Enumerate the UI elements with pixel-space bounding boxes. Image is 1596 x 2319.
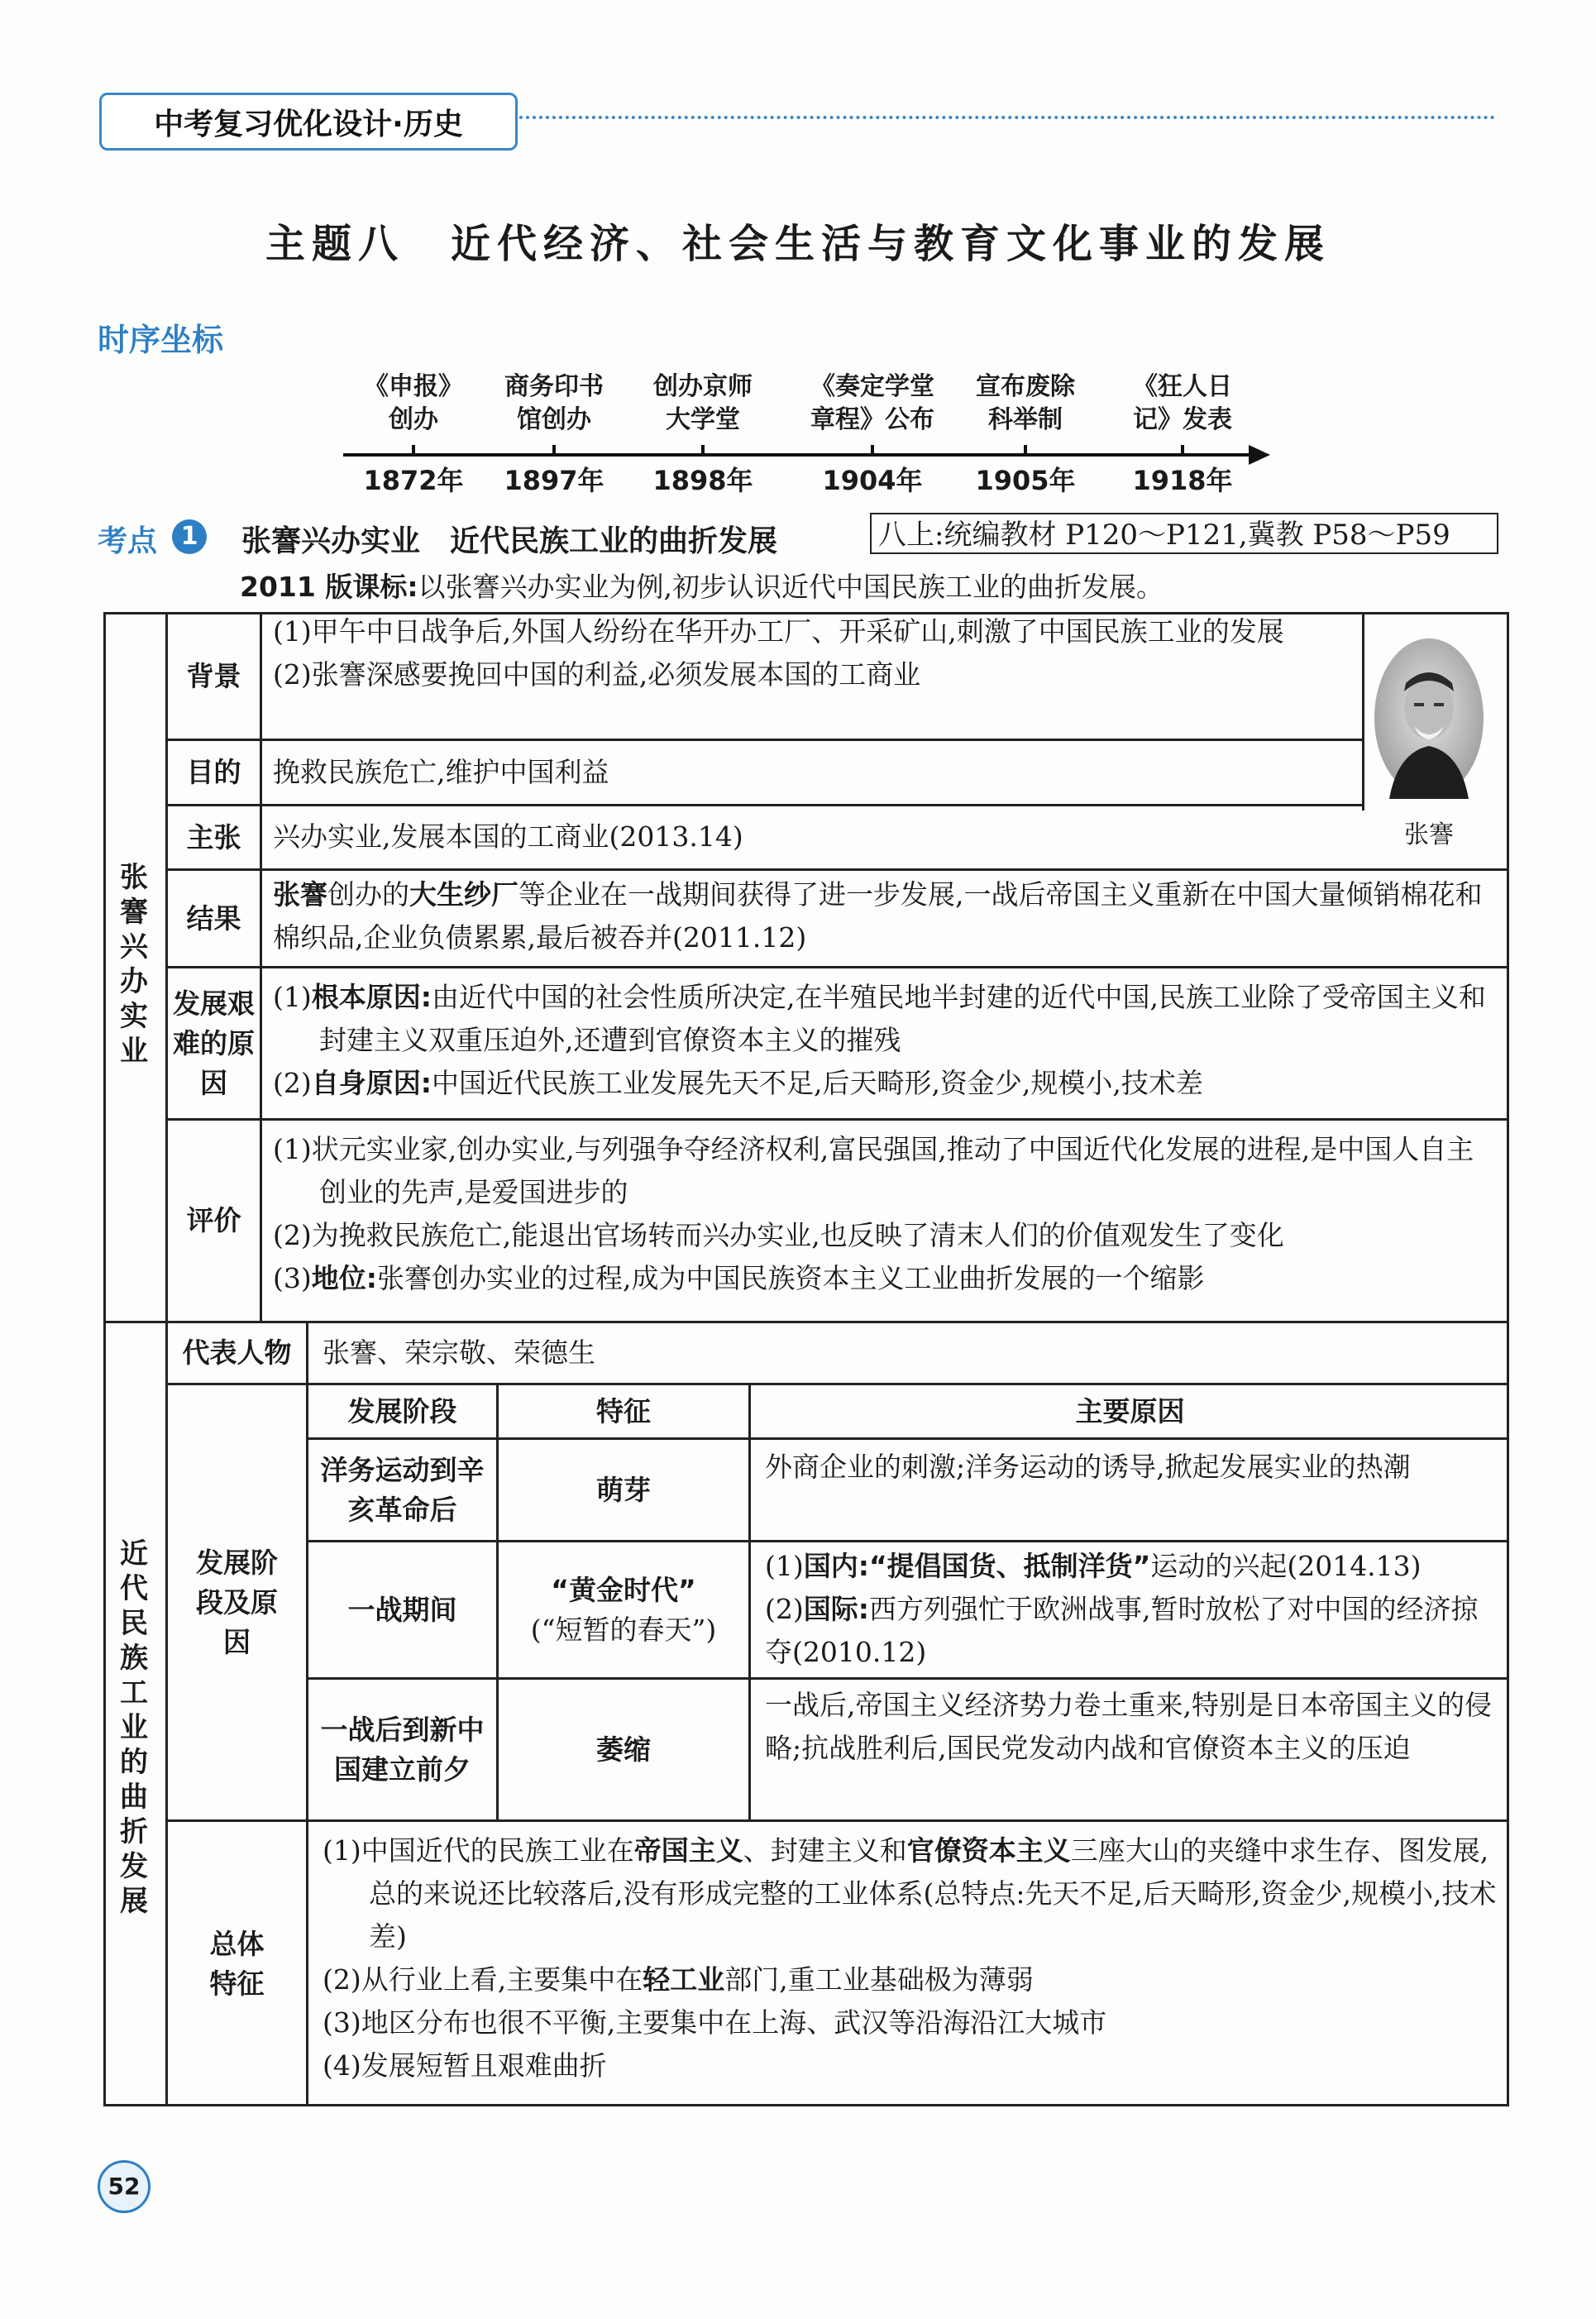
- feature-text: “黄金时代”: [551, 1573, 696, 1606]
- event-line2: 记》发表: [1133, 405, 1232, 434]
- item-bold: 根本原因:: [311, 981, 432, 1013]
- reason-cell: 一战后,帝国主义经济势力卷土重来,特别是日本帝国主义的侵略;抗战胜利后,国民党发动内战和官僚资本主义的压迫: [765, 1689, 1492, 1764]
- evaluation-item: (1)状元实业家,创办实业,与列强争夺经济权利,富民强国,推动了中国近代化发展的进程,是中国人自主创业的先声,是爱国进步的: [273, 1133, 1474, 1208]
- timeline-year: 1897年: [504, 465, 604, 496]
- row-label-background: 背景: [186, 660, 241, 692]
- event-line1: 《申报》: [364, 372, 463, 401]
- item-number: (2): [273, 1067, 312, 1099]
- kaodian-label: 考点: [98, 524, 158, 558]
- item-number: (3): [273, 1262, 312, 1294]
- timeline-axis: [343, 453, 1253, 457]
- difficulty-item: [273, 976, 1498, 1062]
- overall-item: [323, 1829, 1498, 1958]
- event-line1: 创办京师: [653, 372, 753, 401]
- event-line2: 章程》公布: [810, 405, 934, 434]
- item-text: 运动的兴起(2014.13): [1150, 1550, 1422, 1582]
- timeline-tick: [552, 445, 556, 455]
- standard-text: 以张謇兴办实业为例,初步认识近代中国民族工业的曲折发展。: [418, 571, 1164, 603]
- overall-item: [323, 1958, 1498, 2001]
- table-line: [165, 966, 1509, 968]
- row-label-evaluation: 评价: [186, 1204, 241, 1236]
- feature-cell: 萎缩: [596, 1733, 651, 1766]
- event-line1: 商务印书: [504, 372, 604, 401]
- feature-cell: [499, 1542, 748, 1677]
- page-number: 52: [98, 2160, 151, 2213]
- overall-content: [323, 1829, 1498, 2087]
- item-number: (1): [273, 981, 312, 1013]
- background-item: (2)张謇深感要挽回中国的利益,必须发展本国的工商业: [273, 658, 921, 691]
- row-label-stages: 发展阶段及原因: [196, 1546, 278, 1658]
- timeline-event: [633, 371, 773, 437]
- kaodian-number-badge: 1: [172, 519, 207, 554]
- item-number: (2): [765, 1593, 804, 1625]
- table-line: [306, 1321, 308, 1383]
- reason-item: [765, 1593, 1478, 1668]
- timeline-tick: [1024, 445, 1027, 455]
- item-bold: 国内:“提倡国货、抵制洋货”: [803, 1550, 1151, 1582]
- row-label-difficulty: 发展艰难的原因: [173, 987, 255, 1099]
- item-bold: 轻工业: [643, 1963, 725, 1996]
- row-label-result: 结果: [186, 901, 241, 935]
- result-content: [273, 873, 1498, 959]
- item-text: (1)中国近代的民族工业在: [323, 1834, 634, 1867]
- column-header: 特征: [596, 1394, 651, 1427]
- representatives-content: 张謇、荣宗敬、荣德生: [323, 1336, 595, 1369]
- overall-item: (4)发展短暂且艰难曲折: [323, 2049, 607, 2082]
- evaluation-item: [273, 1257, 1498, 1300]
- purpose-content: 挽救民族危亡,维护中国利益: [273, 756, 609, 788]
- page-title: 主题八 近代经济、社会生活与教育文化事业的发展: [265, 221, 1331, 267]
- timeline-tick: [1181, 445, 1184, 455]
- result-text: 等企业在一战期间获得了进一步发展,一战后帝国主义重新在中国大量倾销棉花和棉织品,企业负债累累,最后被吞并(2011.12): [273, 878, 1483, 954]
- table-line: [748, 1383, 751, 1819]
- stage-cell: 洋务运动到辛亥革命后: [320, 1453, 485, 1526]
- item-bold: 官僚资本主义: [906, 1834, 1071, 1867]
- timeline-tick: [412, 445, 415, 455]
- kaodian-title: 张謇兴办实业 近代民族工业的曲折发展: [241, 524, 778, 558]
- item-text: 三座大山的夹缝中求生存、图发展,总的来说还比较落后,没有形成完整的工业体系(总特点:先天不足,后天畸形,资金少,规模小,技术差): [369, 1834, 1497, 1953]
- section-timeline-heading: 时序坐标: [98, 322, 224, 358]
- event-line2: 创办: [389, 405, 438, 434]
- row-label-purpose: 目的: [186, 756, 241, 788]
- event-line1: 宣布废除: [976, 372, 1075, 401]
- event-line2: 馆创办: [517, 405, 591, 434]
- table-line: [1362, 612, 1364, 810]
- standard-label: 2011 版课标:: [240, 571, 418, 603]
- timeline-year: 1872年: [363, 465, 464, 496]
- feature-subtext: (“短暂的春天”): [530, 1613, 717, 1646]
- timeline-tick: [701, 445, 705, 455]
- item-bold: 自身原因:: [311, 1067, 432, 1099]
- timeline-event: [955, 371, 1096, 437]
- event-line2: 大学堂: [666, 405, 740, 434]
- timeline-event: [343, 371, 484, 437]
- reason-cell: 外商企业的刺激;洋务运动的诱导,掀起发展实业的热潮: [765, 1451, 1411, 1483]
- header-divider: [519, 116, 1495, 119]
- stage-cell: 一战后到新中国建立前夕: [320, 1713, 485, 1786]
- item-text: 由近代中国的社会性质所决定,在半殖民地半封建的近代中国,民族工业除了受帝国主义和封建主义双重压迫外,还遭到官僚资本主义的摧残: [319, 981, 1486, 1056]
- reason-cell: [765, 1545, 1499, 1674]
- timeline-event: [794, 371, 951, 437]
- timeline-year: 1898年: [652, 465, 753, 496]
- item-text: 中国近代民族工业发展先天不足,后天畸形,资金少,规模小,技术差: [431, 1067, 1203, 1099]
- reason-item: [765, 1545, 1499, 1588]
- difficulty-content: [273, 976, 1498, 1105]
- difficulty-item: [273, 1062, 1498, 1105]
- table-line: [165, 804, 1364, 806]
- proposal-content: 兴办实业,发展本国的工商业(2013.14): [273, 820, 743, 853]
- evaluation-content: [273, 1128, 1498, 1300]
- result-bold: 大生纱厂: [409, 878, 518, 911]
- table-line: [165, 1118, 1509, 1121]
- table-line: [165, 868, 1509, 871]
- event-line2: 科举制: [988, 405, 1063, 434]
- result-bold: 张謇: [273, 878, 327, 911]
- zhangjian-portrait: [1373, 637, 1485, 799]
- item-bold: 地位:: [311, 1262, 377, 1294]
- feature-cell: 萌芽: [596, 1473, 651, 1506]
- curriculum-standard: [240, 566, 1164, 605]
- item-text: 西方列强忙于欧洲战事,暂时放松了对中国的经济掠夺(2010.12): [765, 1593, 1479, 1668]
- timeline-year: 1918年: [1132, 465, 1233, 496]
- textbook-reference: 八上:统编教材 P120～P121,冀教 P58～P59: [870, 513, 1498, 554]
- row-label-representatives: 代表人物: [182, 1336, 292, 1369]
- item-text: 、封建主义和: [743, 1834, 907, 1867]
- column-header: 发展阶段: [347, 1394, 457, 1427]
- stage-cell: 一战期间: [347, 1593, 457, 1626]
- timeline-year: 1905年: [975, 465, 1076, 496]
- row-label-overall: 总体特征: [209, 1928, 265, 2000]
- timeline-year: 1904年: [822, 465, 923, 496]
- group-label-industry: 近代民族工业的曲折发展: [120, 1537, 148, 1918]
- background-content: [273, 610, 1348, 696]
- group-label-zhangjian: 张謇兴办实业: [120, 861, 148, 1068]
- event-line1: 《奏定学堂: [810, 372, 934, 401]
- table-line: [165, 739, 1364, 741]
- item-bold: 帝国主义: [633, 1834, 743, 1867]
- column-header: 主要原因: [1075, 1394, 1185, 1427]
- table-line: [306, 1819, 308, 2106]
- background-item: (1)甲午中日战争后,外国人纷纷在华开办工厂、开采矿山,刺激了中国民族工业的发展: [273, 615, 1284, 648]
- row-label-proposal: 主张: [186, 820, 241, 853]
- item-number: (1): [765, 1550, 804, 1582]
- timeline-tick: [871, 445, 874, 455]
- overall-item: (3)地区分布也很不平衡,主要集中在上海、武汉等沿海沿江大城市: [323, 2006, 1107, 2039]
- series-header: 中考复习优化设计·历史: [99, 93, 518, 151]
- timeline-event: [1112, 371, 1253, 437]
- item-text: 部门,重工业基础极为薄弱: [724, 1963, 1034, 1996]
- timeline-event: [484, 371, 624, 437]
- result-text: 创办的: [327, 878, 409, 911]
- item-text: 张謇创办实业的过程,成为中国民族资本主义工业曲折发展的一个缩影: [376, 1262, 1205, 1294]
- evaluation-item: (2)为挽救民族危亡,能退出官场转而兴办实业,也反映了清末人们的价值观发生了变化: [273, 1219, 1284, 1251]
- portrait-caption: 张謇: [1404, 820, 1454, 849]
- event-line1: 《狂人日: [1133, 372, 1232, 401]
- item-text: (2)从行业上看,主要集中在: [323, 1963, 643, 1996]
- item-bold: 国际:: [803, 1593, 869, 1625]
- table-line: [165, 1819, 1509, 1822]
